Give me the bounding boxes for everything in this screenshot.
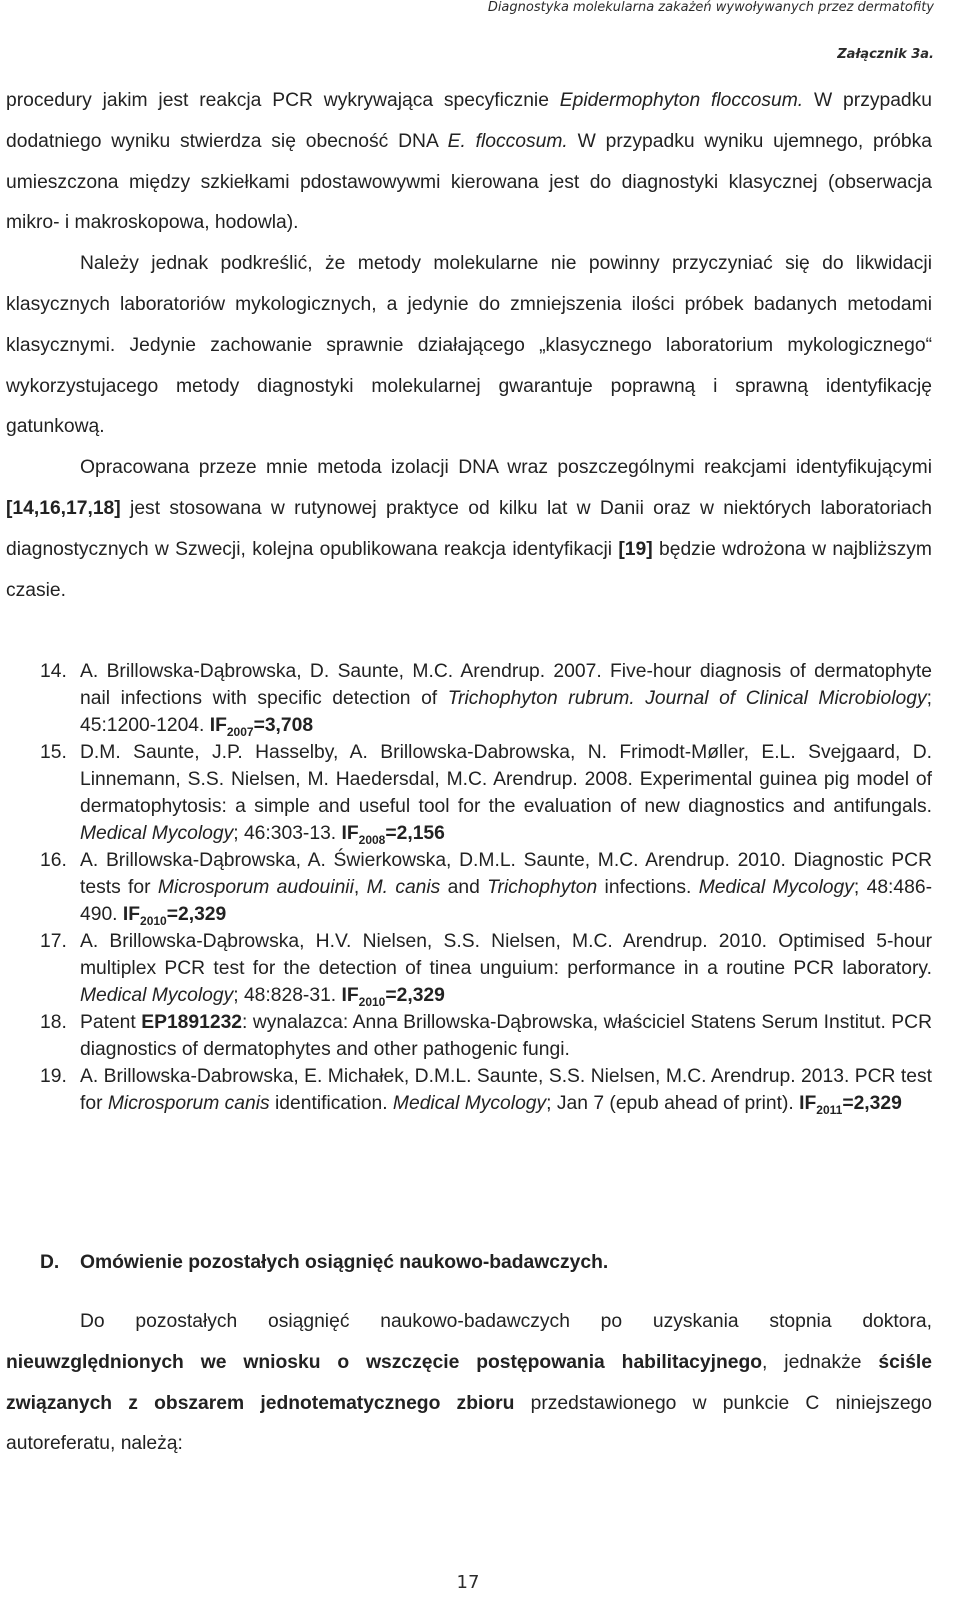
journal-name: Medical Mycology <box>698 877 854 898</box>
journal-name: Medical Mycology <box>80 985 234 1006</box>
reference-number: 16. <box>40 850 67 871</box>
page-number: 17 <box>456 1572 480 1593</box>
reference-item: 18. Patent EP1891232: wynalazca: Anna Brillowska-Dąbrowska, właściciel Statens Serum Institut. PCR diagnostics of dermatophytes and other pathogenic fungi. <box>40 1009 932 1063</box>
closing-paragraph: Do pozostałych osiągnięć naukowo-badawczych po uzyskania stopnia doktora, nieuwzględnionych we wniosku o wszczęcie postępowania habilitacyjnego, jednakże ściśle związanych z obszarem jednotematycznego zbioru przedstawionego w punkcie C niniejszego autoreferatu, należą: <box>6 1311 933 1455</box>
reference-number: 19. <box>40 1066 67 1087</box>
reference-number: 15. <box>40 742 67 763</box>
impact-factor: $IF_{2010}=2,329$ <box>122 904 227 928</box>
reference-item: 19. A. Brillowska-Dabrowska, E. Michałek, D.M.L. Saunte, S.S. Nielsen, M.C. Arendrup. 2013. PCR test for Microsporum canis identification. Medical Mycology; Jan 7 (epub ahead of print). $IF_{2011}=2,329$ <box>40 1063 932 1117</box>
annex-label: Załącznik 3a. <box>837 47 934 62</box>
reference-item: 15. D.M. Saunte, J.P. Hasselby, A. Brillowska-Dabrowska, N. Frimodt-Møller, E.L. Svejgaard, D. Linnemann, S.S. Nielsen, M. Haedersdal, M.C. Arendrup. 2008. Experimental guinea pig model of dermatophytosis: a simple and useful tool for the evaluation of new diagnostics and antifungals. Medical Mycology; 46:303-13. $IF_{2008}=2,156$ <box>40 739 932 847</box>
journal-name: Journal of Clinical Microbiology <box>645 688 927 709</box>
citation-refs: [14,16,17,18] <box>6 497 121 519</box>
reference-number: 18. <box>40 1012 67 1033</box>
paragraph-2: Należy jednak podkreślić, że metody molekularne nie powinny przyczyniać się do likwidacji klasycznych laboratoriów mykologicznych, a jedynie do zmniejszenia ilości próbek badanych metodami klasycznymi. Jedynie zachowanie sprawnie działającego „klasycznego laboratorium mykologicznego“ wykorzystujacego metody diagnostyki molekularnej gwarantuje poprawną i sprawną identyfikację gatunkową. <box>6 253 932 438</box>
impact-factor: $IF_{2010}=2,329$ <box>341 985 445 1009</box>
reference-item: 17. A. Brillowska-Dąbrowska, H.V. Nielsen, S.S. Nielsen, M.C. Arendrup. 2010. Optimised 5-hour multiplex PCR test for the detection of tinea unguium: performance in a routine PCR laboratory. Medical Mycology; 48:828-31. $IF_{2010}=2,329$ <box>40 928 932 1009</box>
impact-factor: $IF_{2011}=2,329$ <box>799 1093 902 1117</box>
intro-text <box>6 81 932 611</box>
impact-factor: $IF_{2007}=3,708$ <box>209 715 314 739</box>
reference-list <box>40 658 932 1117</box>
journal-name: Medical Mycology <box>80 823 234 844</box>
section-heading: D. Omówienie pozostałych osiągnięć naukowo-badawczych. <box>40 1252 609 1273</box>
reference-item: 14. A. Brillowska-Dąbrowska, D. Saunte, M.C. Arendrup. 2007. Five-hour diagnosis of dermatophyte nail infections with specific detection of Trichophyton rubrum. Journal of Clinical Microbiology; 45:1200-1204. $IF_{2007}=3,708$ <box>40 658 932 739</box>
impact-factor: $IF_{2008}=2,156$ <box>341 823 445 847</box>
closing-text <box>6 1302 932 1465</box>
journal-name: Medical Mycology <box>392 1093 547 1114</box>
citation-ref: [19] <box>618 538 653 560</box>
reference-number: 17. <box>40 931 67 952</box>
paragraph-3: Opracowana przeze mnie metoda izolacji DNA wraz poszczególnymi reakcjami identyfikującymi [14,16,17,18] jest stosowana w rutynowej praktyce od kilku lat w Danii oraz w niektórych laboratoriach diagnostycznych w Szwecji, kolejna opublikowana reakcja identyfikacji [19] będzie wdrożona w najbliższym czasie. <box>6 457 932 601</box>
reference-number: 14. <box>40 661 67 682</box>
running-header: Diagnostyka molekularna zakażeń wywoływanych przez dermatofity <box>487 0 934 15</box>
reference-item: 16. A. Brillowska-Dąbrowska, A. Świerkowska, D.M.L. Saunte, M.C. Arendrup. 2010. Diagnostic PCR tests for Microsporum audouinii, M. canis and Trichophyton infections. Medical Mycology; 48:486-490. $IF_{2010}=2,329$ <box>40 847 932 928</box>
paragraph-1: procedury jakim jest reakcja PCR wykrywająca specyficznie Epidermophyton floccosum. W przypadku dodatniego wyniku stwierdza się obecność DNA E. floccosum. W przypadku wyniku ujemnego, próbka umieszczona między szkiełkami pdostawowywmi kierowana jest do diagnostyki klasycznej (obserwacja mikro- i makroskopowa, hodowla). <box>6 90 933 234</box>
patent-number: EP1891232 <box>141 1012 243 1033</box>
